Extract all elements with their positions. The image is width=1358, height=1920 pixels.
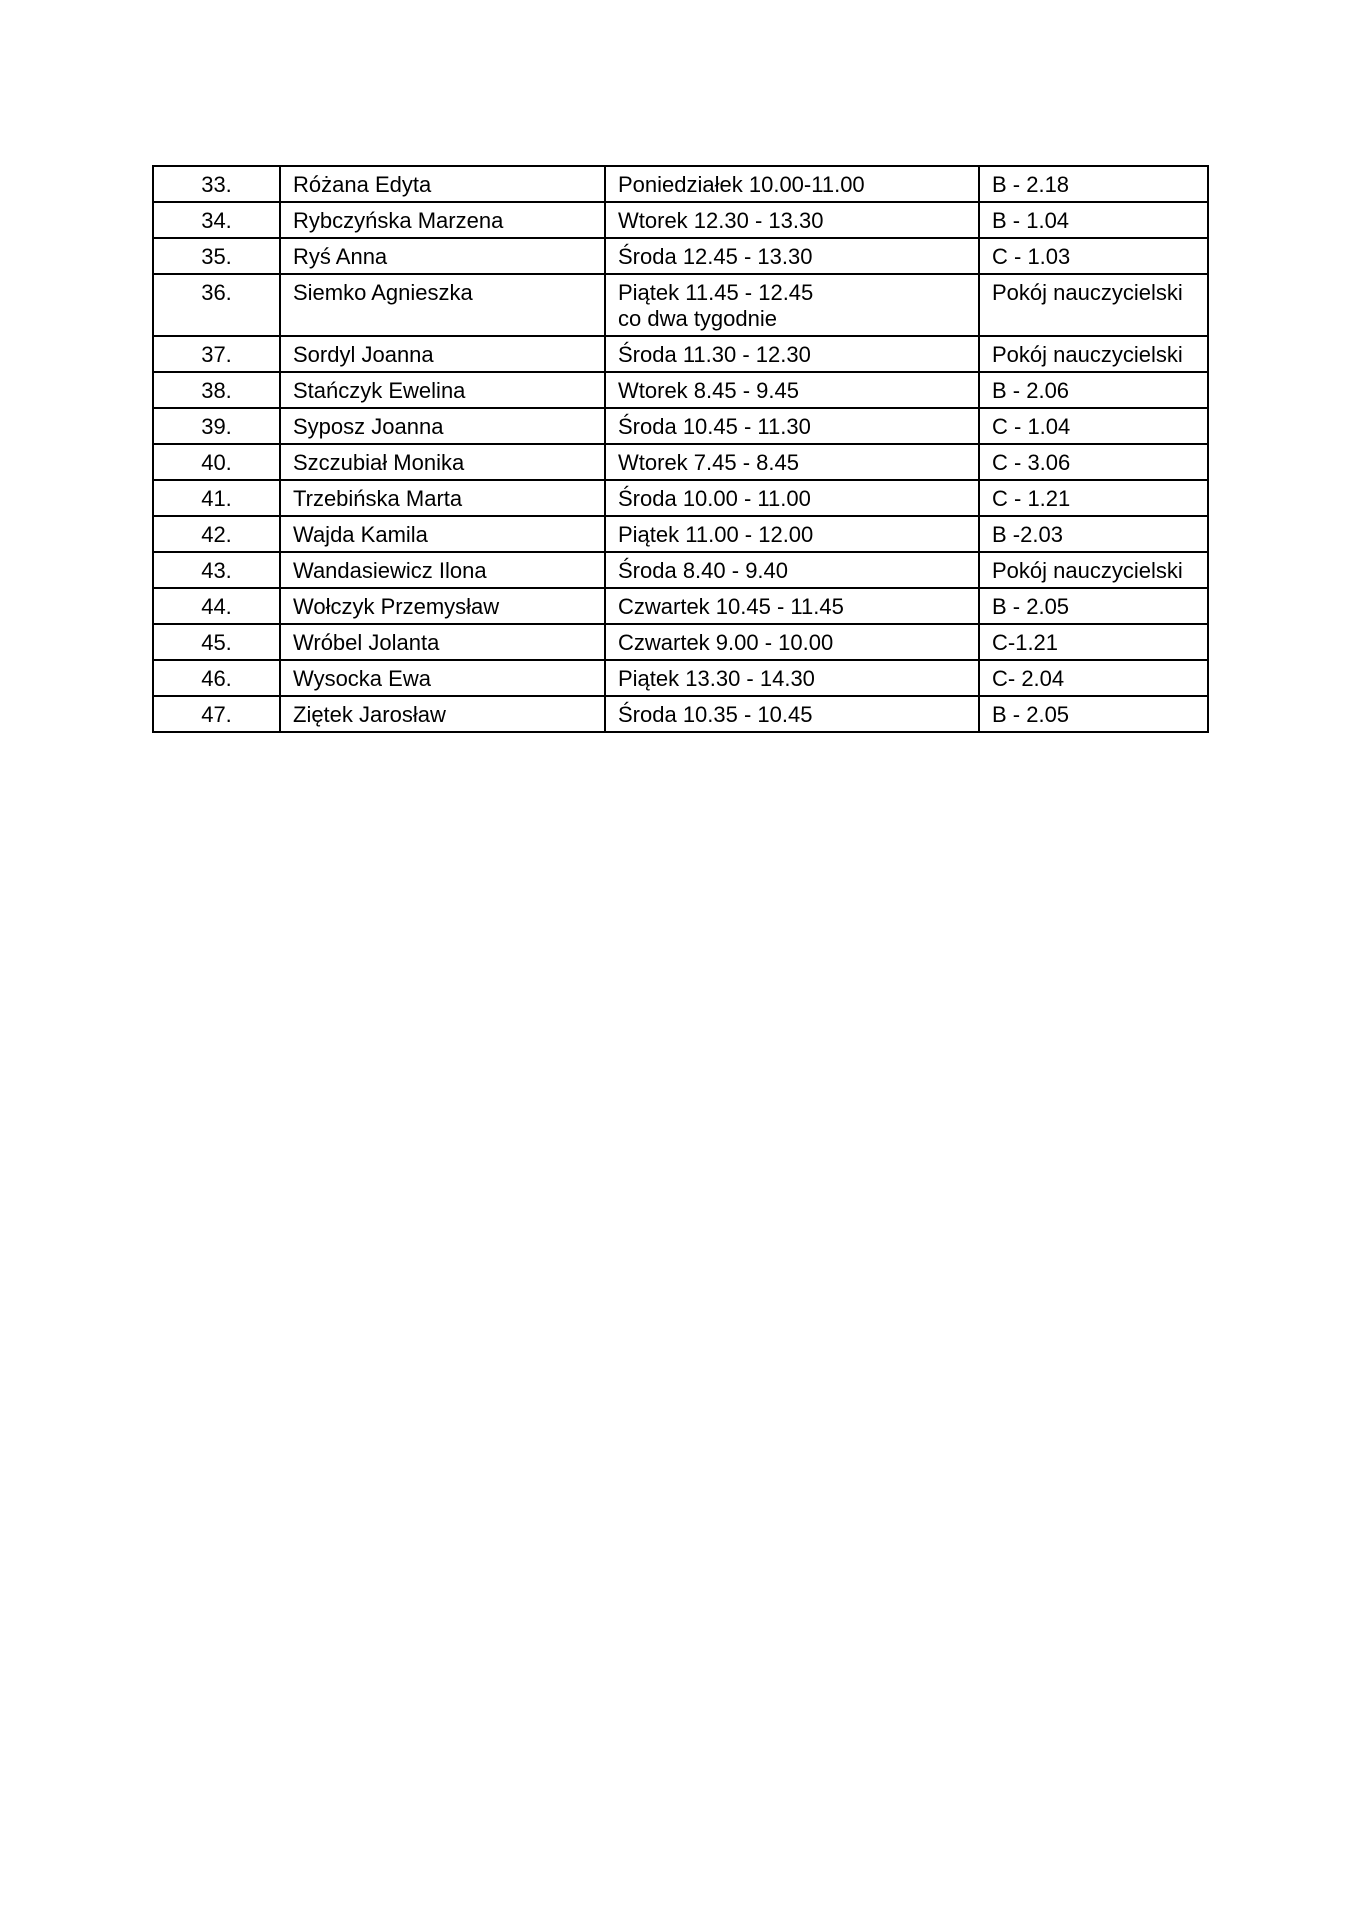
consultation-time-note: co dwa tygodnie <box>618 306 777 331</box>
teacher-name-cell: Ryś Anna <box>280 238 605 274</box>
consultation-time-cell <box>605 624 979 660</box>
room-cell: B -2.03 <box>979 516 1208 552</box>
table-row <box>153 696 1208 732</box>
consultation-time-text: Czwartek 10.45 - 11.45 <box>618 594 844 619</box>
row-number-cell: 45. <box>153 624 280 660</box>
room-cell: B - 2.18 <box>979 166 1208 202</box>
consultation-time-cell <box>605 202 979 238</box>
consultation-time-text: Środa 10.35 - 10.45 <box>618 702 813 727</box>
table-row <box>153 274 1208 336</box>
consultation-time-text: Środa 10.00 - 11.00 <box>618 486 811 511</box>
consultation-time-text: Wtorek 12.30 - 13.30 <box>618 208 824 233</box>
table-row <box>153 516 1208 552</box>
consultation-time-text: Czwartek 9.00 - 10.00 <box>618 630 834 655</box>
row-number-cell: 37. <box>153 336 280 372</box>
room-cell: Pokój nauczycielski <box>979 274 1208 336</box>
room-cell: C - 1.04 <box>979 408 1208 444</box>
row-number-cell: 40. <box>153 444 280 480</box>
teacher-name-cell: Stańczyk Ewelina <box>280 372 605 408</box>
table-row <box>153 660 1208 696</box>
table-row <box>153 372 1208 408</box>
table-row <box>153 588 1208 624</box>
table-row <box>153 202 1208 238</box>
consultation-time-cell <box>605 516 979 552</box>
table-row <box>153 336 1208 372</box>
consultation-time-text: Piątek 11.45 - 12.45 <box>618 280 814 305</box>
table-row <box>153 480 1208 516</box>
room-cell: Pokój nauczycielski <box>979 336 1208 372</box>
room-cell: C - 1.03 <box>979 238 1208 274</box>
consultation-time-text: Wtorek 7.45 - 8.45 <box>618 450 799 475</box>
schedule-table-body <box>153 166 1208 732</box>
consultation-time-cell <box>605 372 979 408</box>
row-number-cell: 38. <box>153 372 280 408</box>
teacher-name-cell: Różana Edyta <box>280 166 605 202</box>
teacher-name-cell: Wajda Kamila <box>280 516 605 552</box>
room-cell: Pokój nauczycielski <box>979 552 1208 588</box>
consultation-time-cell <box>605 274 979 336</box>
room-cell: B - 2.05 <box>979 696 1208 732</box>
row-number-cell: 47. <box>153 696 280 732</box>
table-row <box>153 444 1208 480</box>
consultation-time-cell <box>605 408 979 444</box>
consultation-time-text: Środa 11.30 - 12.30 <box>618 342 811 367</box>
row-number-cell: 34. <box>153 202 280 238</box>
room-cell: B - 1.04 <box>979 202 1208 238</box>
consultation-time-text: Środa 12.45 - 13.30 <box>618 244 813 269</box>
row-number-cell: 46. <box>153 660 280 696</box>
consultation-time-text: Piątek 13.30 - 14.30 <box>618 666 815 691</box>
row-number-cell: 41. <box>153 480 280 516</box>
consultation-time-text: Środa 10.45 - 11.30 <box>618 414 811 439</box>
consultation-time-text: Piątek 11.00 - 12.00 <box>618 522 814 547</box>
table-row <box>153 552 1208 588</box>
table-row <box>153 238 1208 274</box>
consultation-time-text: Wtorek 8.45 - 9.45 <box>618 378 799 403</box>
consultation-time-text: Poniedziałek 10.00-11.00 <box>618 172 865 197</box>
room-cell: B - 2.06 <box>979 372 1208 408</box>
room-cell: C-1.21 <box>979 624 1208 660</box>
consultation-time-cell <box>605 588 979 624</box>
row-number-cell: 44. <box>153 588 280 624</box>
consultation-time-cell <box>605 696 979 732</box>
room-cell: C - 1.21 <box>979 480 1208 516</box>
teacher-name-cell: Trzebińska Marta <box>280 480 605 516</box>
row-number-cell: 36. <box>153 274 280 336</box>
consultation-time-text: Środa 8.40 - 9.40 <box>618 558 789 583</box>
row-number-cell: 43. <box>153 552 280 588</box>
row-number-cell: 33. <box>153 166 280 202</box>
teacher-name-cell: Wysocka Ewa <box>280 660 605 696</box>
consultation-time-cell <box>605 238 979 274</box>
consultation-time-cell <box>605 660 979 696</box>
room-cell: B - 2.05 <box>979 588 1208 624</box>
teacher-name-cell: Syposz Joanna <box>280 408 605 444</box>
teacher-name-cell: Sordyl Joanna <box>280 336 605 372</box>
table-row <box>153 408 1208 444</box>
teacher-name-cell: Wandasiewicz Ilona <box>280 552 605 588</box>
teacher-name-cell: Siemko Agnieszka <box>280 274 605 336</box>
table-row <box>153 624 1208 660</box>
consultation-time-cell <box>605 444 979 480</box>
row-number-cell: 35. <box>153 238 280 274</box>
consultation-schedule-table <box>152 165 1209 733</box>
row-number-cell: 39. <box>153 408 280 444</box>
room-cell: C- 2.04 <box>979 660 1208 696</box>
teacher-name-cell: Rybczyńska Marzena <box>280 202 605 238</box>
table-row <box>153 166 1208 202</box>
teacher-name-cell: Ziętek Jarosław <box>280 696 605 732</box>
teacher-name-cell: Wróbel Jolanta <box>280 624 605 660</box>
consultation-time-cell <box>605 166 979 202</box>
consultation-time-cell <box>605 336 979 372</box>
teacher-name-cell: Szczubiał Monika <box>280 444 605 480</box>
consultation-time-cell <box>605 480 979 516</box>
teacher-name-cell: Wołczyk Przemysław <box>280 588 605 624</box>
row-number-cell: 42. <box>153 516 280 552</box>
consultation-time-cell <box>605 552 979 588</box>
room-cell: C - 3.06 <box>979 444 1208 480</box>
